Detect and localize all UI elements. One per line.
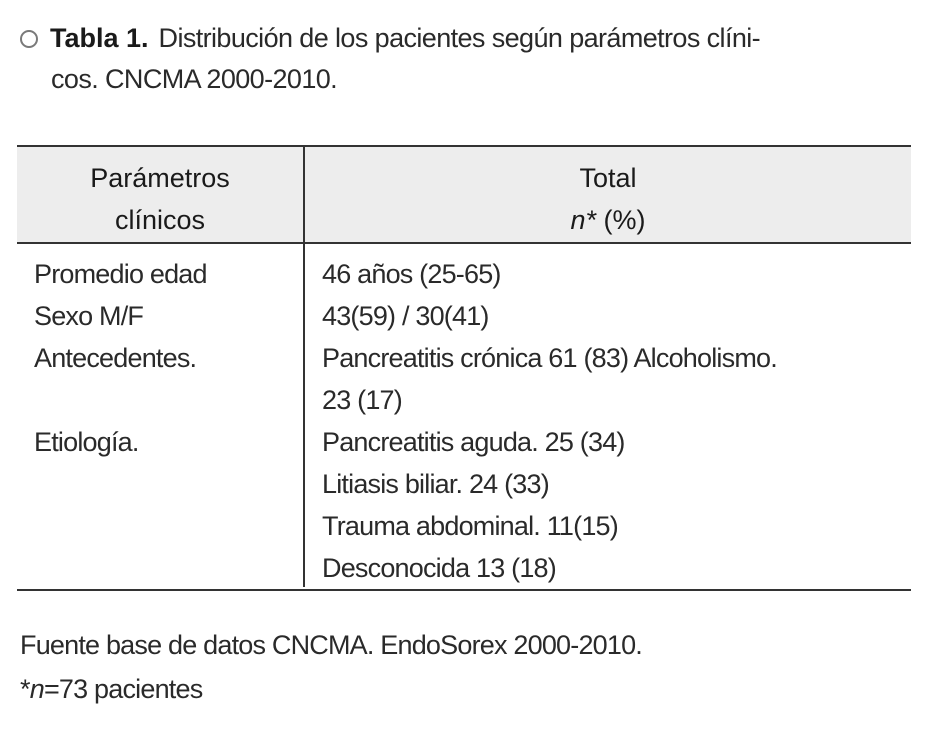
footer-note-n: n — [29, 674, 44, 704]
footer-note-star: * — [20, 674, 30, 704]
table-header — [17, 147, 911, 244]
circle-bullet-icon — [20, 30, 38, 48]
header-parameters-line-1: Parámetros — [90, 163, 230, 193]
table-footer — [20, 623, 920, 711]
header-parameters — [17, 157, 303, 241]
table-caption — [20, 18, 920, 100]
caption-text-line-1: Distribución de los pacientes según parámetros clíni- — [158, 23, 761, 53]
row-label-etiology: Etiología. — [34, 427, 139, 457]
row-value-history-1: Pancreatitis crónica 61 (83) Alcoholismo. — [322, 343, 777, 373]
header-percent: (%) — [596, 205, 646, 235]
clinical-parameters-table — [17, 145, 911, 591]
column-divider — [303, 147, 305, 587]
row-value-etiology-1: Pancreatitis aguda. 25 (34) — [322, 427, 625, 457]
caption-line-1 — [20, 18, 920, 59]
total-values-column — [322, 253, 907, 589]
row-value-etiology-2: Litiasis biliar. 24 (33) — [322, 469, 549, 499]
footer-source: Fuente base de datos CNCMA. EndoSorex 2000-2010. — [20, 630, 643, 660]
caption-text-line-2: cos. CNCMA 2000-2010. — [51, 64, 338, 94]
header-n-symbol: n* — [570, 205, 597, 235]
row-value-history-2: 23 (17) — [322, 385, 402, 415]
row-value-sex: 43(59) / 30(41) — [322, 301, 489, 331]
row-label-spacer — [34, 379, 302, 421]
row-value-etiology-3: Trauma abdominal. 11(15) — [322, 511, 618, 541]
row-label-sex: Sexo M/F — [34, 301, 144, 331]
row-label-age: Promedio edad — [34, 259, 207, 289]
row-value-age: 46 años (25-65) — [322, 259, 501, 289]
header-parameters-line-2: clínicos — [114, 205, 206, 235]
header-total — [305, 157, 911, 241]
header-total-line-2 — [305, 199, 911, 241]
footer-note-rest: =73 pacientes — [43, 674, 203, 704]
row-label-history: Antecedentes. — [34, 343, 197, 373]
parameter-labels-column — [34, 253, 302, 463]
header-total-line-1: Total — [579, 163, 637, 193]
row-value-etiology-4: Desconocida 13 (18) — [322, 553, 556, 583]
footer-note — [20, 667, 920, 711]
caption-label: Tabla 1. — [50, 23, 149, 53]
